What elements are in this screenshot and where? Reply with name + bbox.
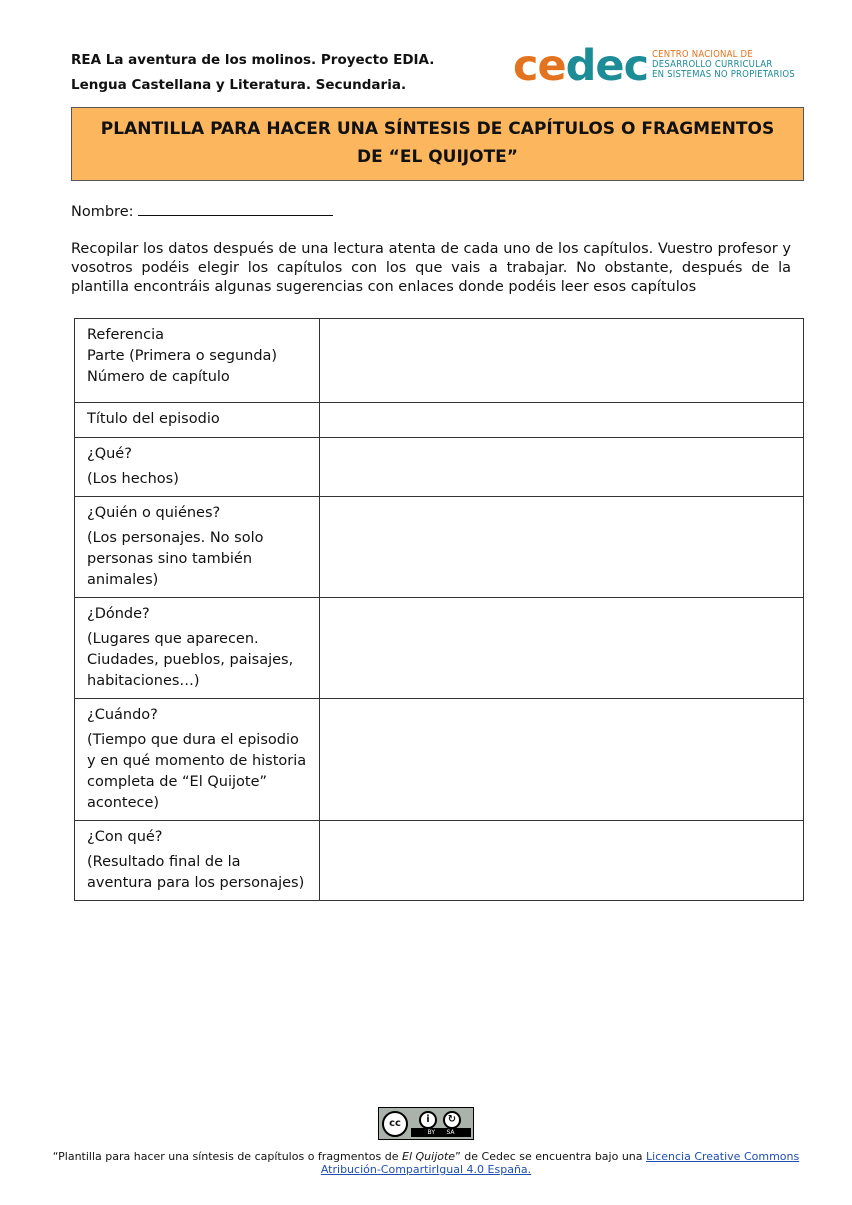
license-text-italic: El Quijote — [402, 1150, 456, 1163]
nombre-field — [71, 201, 333, 220]
row-label — [75, 821, 320, 901]
answer-cell[interactable] — [320, 598, 804, 699]
table-row — [75, 403, 804, 438]
nombre-label: Nombre: — [71, 204, 134, 220]
row-label-desc: (Lugares que aparecen. Ciudades, pueblos, paisajes, habitaciones…) — [87, 631, 294, 689]
cc-license-badge[interactable] — [378, 1107, 474, 1140]
title-line-2: DE “EL QUIJOTE” — [357, 147, 518, 167]
logo-word-part2: dec — [565, 41, 649, 91]
row-label-title: Referencia — [87, 327, 165, 343]
row-label — [75, 438, 320, 497]
row-label — [75, 403, 320, 438]
logo-sub-line-1: CENTRO NACIONAL DE — [652, 49, 753, 60]
cc-by-label: BY — [427, 1129, 435, 1136]
answer-cell[interactable] — [320, 319, 804, 403]
license-link[interactable]: Licencia Creative Commons Atribución-CompartirIgual 4.0 España. — [320, 1150, 800, 1176]
table-row — [75, 438, 804, 497]
table-row — [75, 497, 804, 598]
answer-cell[interactable] — [320, 821, 804, 901]
logo-word-part1: ce — [513, 41, 566, 91]
share-alike-icon: ↻ — [443, 1111, 461, 1129]
row-label — [75, 497, 320, 598]
answer-cell[interactable] — [320, 699, 804, 821]
title-line-1: PLANTILLA PARA HACER UNA SÍNTESIS DE CAPÍTULOS O FRAGMENTOS — [100, 119, 775, 139]
row-label-line: Parte (Primera o segunda) — [87, 348, 278, 364]
page-header — [71, 41, 811, 94]
header-text — [71, 48, 434, 98]
logo-wordmark — [513, 42, 648, 90]
row-label-title: ¿Qué? — [87, 446, 132, 462]
row-label-title: ¿Quién o quiénes? — [87, 505, 221, 521]
cc-sa-label: SA — [446, 1129, 455, 1136]
row-label-title: Título del episodio — [87, 411, 220, 427]
license-notice — [46, 1150, 806, 1176]
attribution-person-icon: i — [419, 1111, 437, 1129]
row-label-line: Número de capítulo — [87, 369, 230, 385]
answer-cell[interactable] — [320, 438, 804, 497]
row-label-desc: (Resultado final de la aventura para los personajes) — [87, 854, 305, 891]
page-footer — [0, 1107, 852, 1176]
license-text-before: “Plantilla para hacer una síntesis de capítulos o fragmentos de — [52, 1150, 403, 1163]
table-row — [75, 598, 804, 699]
answer-cell[interactable] — [320, 403, 804, 438]
header-line-2: Lengua Castellana y Literatura. Secundaria. — [71, 77, 407, 93]
logo-subtitle — [652, 50, 795, 80]
row-label-desc: (Los personajes. No solo personas sino también animales) — [87, 530, 264, 588]
cc-icon: cc — [382, 1111, 408, 1137]
header-line-1: REA La aventura de los molinos. Proyecto EDIA. — [71, 52, 435, 68]
license-text-after: ” de Cedec se encuentra bajo una — [455, 1150, 647, 1163]
synthesis-table — [74, 318, 804, 901]
row-label-desc: (Tiempo que dura el episodio y en qué momento de historia completa de “El Quijote” acontece) — [87, 732, 307, 811]
row-label-title: ¿Dónde? — [87, 606, 150, 622]
row-label — [75, 598, 320, 699]
row-label — [75, 699, 320, 821]
answer-cell[interactable] — [320, 497, 804, 598]
row-label-title: ¿Cuándo? — [87, 707, 158, 723]
logo-sub-line-2: DESARROLLO CURRICULAR — [652, 59, 773, 70]
intro-paragraph: Recopilar los datos después de una lectura atenta de cada uno de los capítulos. Vuestro profesor y vosotros podéis elegir los capítulos con los que vais a trabajar. No obstante, después de la plantilla encontráis algunas sugerencias con enlaces donde podéis leer esos capítulos — [71, 241, 791, 295]
title-box — [71, 107, 804, 181]
cc-badge-bar — [411, 1128, 471, 1137]
table-row — [75, 699, 804, 821]
row-label-desc: (Los hechos) — [87, 471, 179, 487]
nombre-blank-line[interactable] — [138, 201, 333, 216]
row-label — [75, 319, 320, 403]
logo-sub-line-3: EN SISTEMAS NO PROPIETARIOS — [652, 69, 795, 80]
table-row — [75, 319, 804, 403]
table-row — [75, 821, 804, 901]
row-label-title: ¿Con qué? — [87, 829, 163, 845]
